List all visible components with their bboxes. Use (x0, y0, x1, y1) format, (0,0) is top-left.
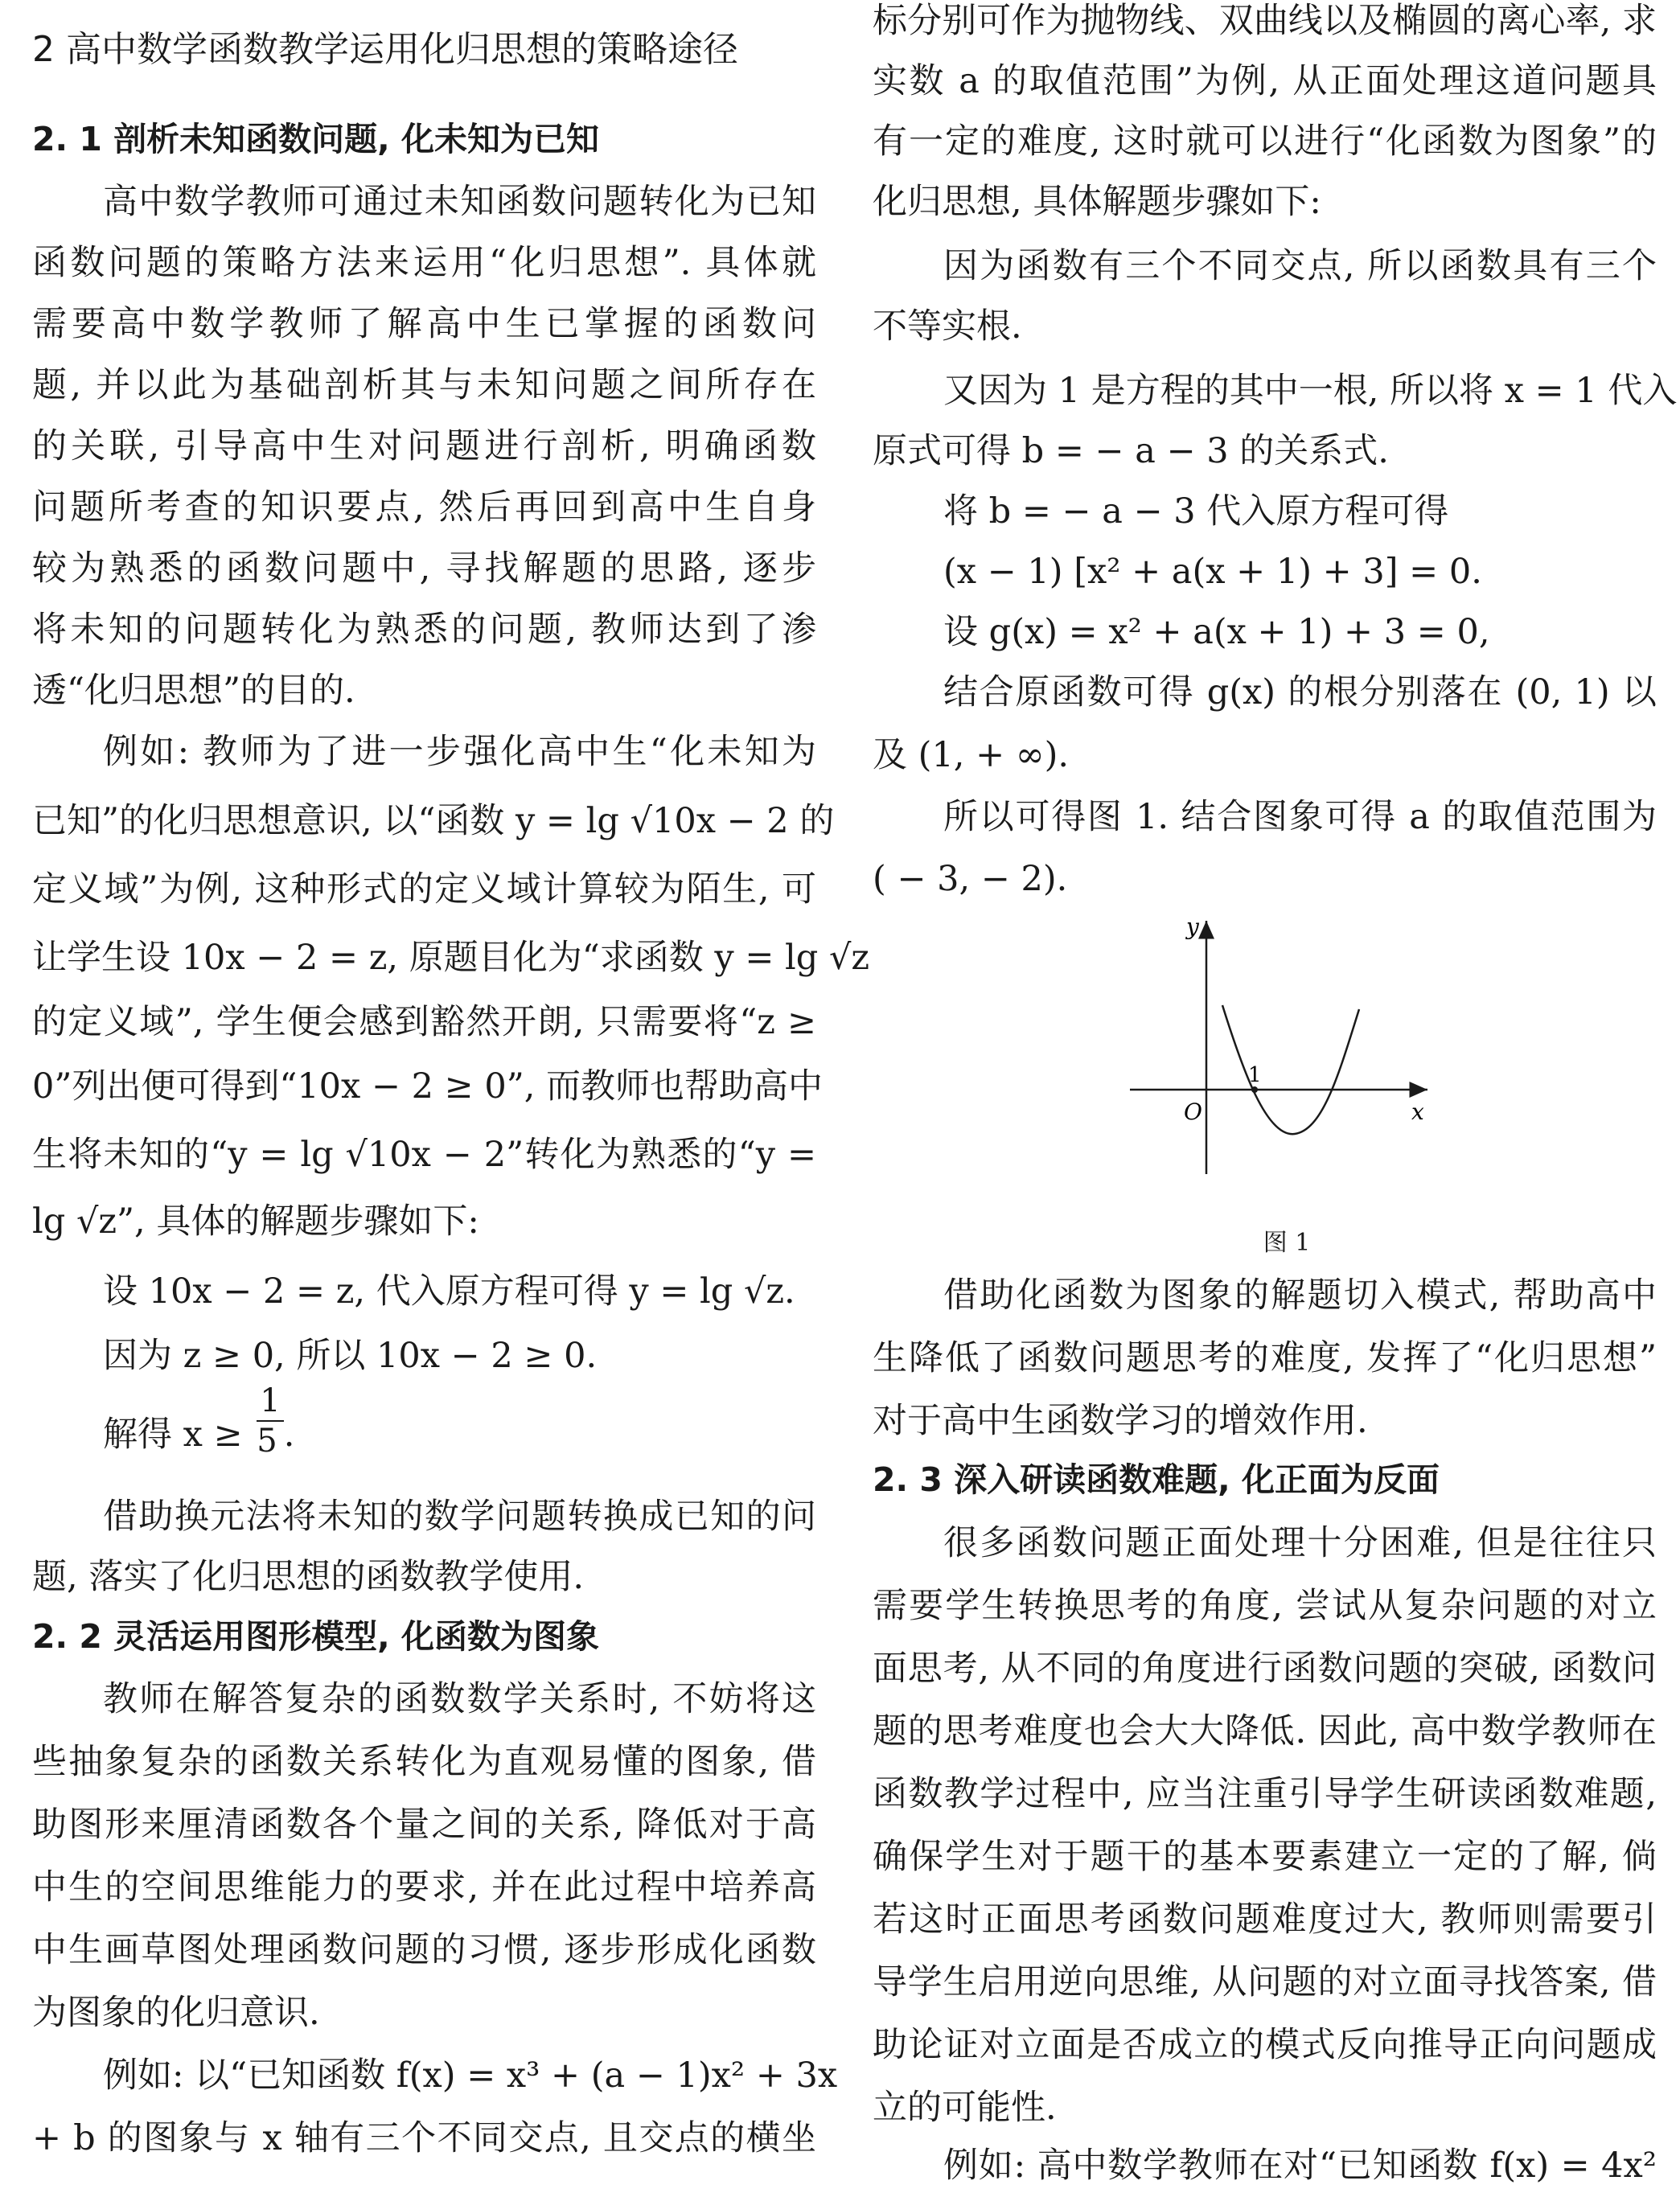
paragraph-line: 不等实根. (873, 306, 1022, 347)
paragraph-line: 助图形来厘清函数各个量之间的关系, 降低对于高 (32, 1805, 816, 1845)
paragraph-line: 若这时正面思考函数问题难度过大, 教师则需要引 (873, 1899, 1657, 1940)
paragraph-line: 确保学生对于题干的基本要素建立一定的了解, 倘 (873, 1837, 1657, 1877)
paragraph-line: 高中数学教师可通过未知函数问题转化为已知 (103, 182, 816, 222)
fraction-numerator: 1 (257, 1383, 283, 1422)
equation-line: 因为 z ≥ 0, 所以 10x − 2 ≥ 0. (103, 1336, 598, 1376)
paragraph-line: 标分别可作为抛物线、双曲线以及椭圆的离心率, 求 (873, 1, 1657, 41)
paragraph-line: ( − 3, − 2). (873, 859, 1068, 899)
paragraph-line: 将未知的问题转化为熟悉的问题, 教师达到了渗 (32, 610, 816, 650)
paragraph-line: 立的可能性. (873, 2088, 1057, 2128)
paragraph-line: 生将未知的“y = lg √10x − 2”转化为熟悉的“y = (32, 1135, 816, 1175)
paragraph-line: 0”列出便可得到“10x − 2 ≥ 0”, 而教师也帮助高中 (32, 1066, 824, 1107)
paragraph-line: 对于高中生函数学习的增效作用. (873, 1401, 1368, 1441)
figure-caption: 图 1 (1263, 1229, 1311, 1257)
paragraph-line: 很多函数问题正面处理十分困难, 但是往往只 (943, 1523, 1657, 1563)
equation-line: 设 g(x) = x² + a(x + 1) + 3 = 0, (943, 612, 1490, 652)
paragraph-line: 例如: 高中数学教师在对“已知函数 f(x) = 4x² (943, 2146, 1657, 2186)
paragraph-line: 定义域”为例, 这种形式的定义域计算较为陌生, 可 (32, 869, 816, 910)
paragraph-line: 因为函数有三个不同交点, 所以函数具有三个 (943, 246, 1657, 286)
subsection-heading-2-3: 2. 3 深入研读函数难题, 化正面为反面 (873, 1460, 1440, 1499)
paragraph-line: 又因为 1 是方程的其中一根, 所以将 x = 1 代入 (943, 371, 1678, 411)
equation-line: (x − 1) [x² + a(x + 1) + 3] = 0. (943, 552, 1482, 592)
paragraph-line: 的关联, 引导高中生对问题进行剖析, 明确函数 (32, 426, 816, 466)
y-axis-label: y (1186, 917, 1199, 940)
paragraph-line: 例如: 教师为了进一步强化高中生“化未知为 (103, 732, 816, 772)
paragraph-line: 化归思想, 具体解题步骤如下: (873, 182, 1321, 222)
tick-label: 1 (1248, 1063, 1262, 1087)
paragraph-line: 题的思考难度也会大大降低. 因此, 高中数学教师在 (873, 1711, 1657, 1751)
fraction-denominator: 5 (257, 1423, 277, 1460)
paragraph-line: 所以可得图 1. 结合图象可得 a 的取值范围为 (943, 797, 1657, 837)
equation-line-fraction (32, 1382, 816, 1460)
paragraph-line: 问题所考查的知识要点, 然后再回到高中生自身 (32, 487, 816, 528)
fraction (257, 1383, 283, 1459)
paragraph-line: lg √z”, 具体的解题步骤如下: (32, 1201, 479, 1242)
x-axis-label: x (1411, 1098, 1424, 1125)
paragraph-line: + b 的图象与 x 轴有三个不同交点, 且交点的横坐 (32, 2118, 816, 2158)
fraction-tail: . (283, 1415, 295, 1455)
paragraph-line: 面思考, 从不同的角度进行函数问题的突破, 函数问 (873, 1649, 1657, 1689)
tick-point (1251, 1086, 1258, 1093)
subsection-heading-2-2: 2. 2 灵活运用图形模型, 化函数为图象 (32, 1617, 600, 1656)
paragraph-line: 生降低了函数问题思考的难度, 发挥了“化归思想” (873, 1338, 1657, 1378)
paragraph-line: 有一定的难度, 这时就可以进行“化函数为图象”的 (873, 121, 1657, 162)
equation-text: 解得 x ≥ (103, 1415, 243, 1455)
paragraph-line: 的定义域”, 学生便会感到豁然开朗, 只需要将“z ≥ (32, 1002, 816, 1042)
paragraph-line: 中生的空间思维能力的要求, 并在此过程中培养高 (32, 1867, 816, 1907)
section-heading: 2 高中数学函数教学运用化归思想的策略途径 (32, 29, 738, 70)
paragraph-line: 教师在解答复杂的函数数学关系时, 不妨将这 (103, 1679, 816, 1719)
paragraph-line: 借助换元法将未知的数学问题转换成已知的问 (103, 1497, 816, 1537)
function-graph (1126, 917, 1448, 1174)
paragraph-line: 为图象的化归意识. (32, 1993, 320, 2033)
figure-1 (1126, 917, 1448, 1257)
paragraph-line: 让学生设 10x − 2 = z, 原题目化为“求函数 y = lg √z (32, 938, 870, 978)
paragraph-line: 较为熟悉的函数问题中, 寻找解题的思路, 逐步 (32, 548, 816, 589)
paragraph-line: 原式可得 b = − a − 3 的关系式. (873, 431, 1389, 471)
origin-label: O (1184, 1098, 1202, 1125)
curve (1222, 1005, 1359, 1134)
paragraph-line: 需要学生转换思考的角度, 尝试从复杂问题的对立 (873, 1586, 1657, 1626)
equation-line: 设 10x − 2 = z, 代入原方程可得 y = lg √z. (103, 1271, 795, 1312)
equation-line: 将 b = − a − 3 代入原方程可得 (943, 491, 1449, 532)
paragraph-line: 例如: 以“已知函数 f(x) = x³ + (a − 1)x² + 3x (103, 2055, 838, 2096)
paragraph-line: 中生画草图处理函数问题的习惯, 逐步形成化函数 (32, 1930, 816, 1970)
paragraph-line: 及 (1, + ∞). (873, 735, 1070, 775)
paragraph-line: 需要高中数学教师了解高中生已掌握的函数问 (32, 304, 816, 344)
paragraph-line: 题, 落实了化归思想的函数教学使用. (32, 1557, 585, 1597)
paragraph-line: 透“化归思想”的目的. (32, 671, 355, 711)
paragraph-line: 已知”的化归思想意识, 以“函数 y = lg √10x − 2 的 (32, 801, 835, 841)
paragraph-line: 助论证对立面是否成立的模式反向推导正向问题成 (873, 2025, 1657, 2065)
subsection-heading-2-1: 2. 1 剖析未知函数问题, 化未知为已知 (32, 120, 600, 158)
paragraph-line: 实数 a 的取值范围”为例, 从正面处理这道问题具 (873, 61, 1657, 101)
paragraph-line: 结合原函数可得 g(x) 的根分别落在 (0, 1) 以 (943, 672, 1657, 712)
paragraph-line: 借助化函数为图象的解题切入模式, 帮助高中 (943, 1275, 1657, 1316)
paragraph-line: 些抽象复杂的函数关系转化为直观易懂的图象, 借 (32, 1742, 816, 1782)
paragraph-line: 函数教学过程中, 应当注重引导学生研读函数难题, (873, 1774, 1657, 1814)
paragraph-line: 函数问题的策略方法来运用“化归思想”. 具体就 (32, 243, 816, 283)
paragraph-line: 题, 并以此为基础剖析其与未知问题之间所存在 (32, 365, 816, 405)
paragraph-line: 导学生启用逆向思维, 从问题的对立面寻找答案, 借 (873, 1962, 1657, 2002)
